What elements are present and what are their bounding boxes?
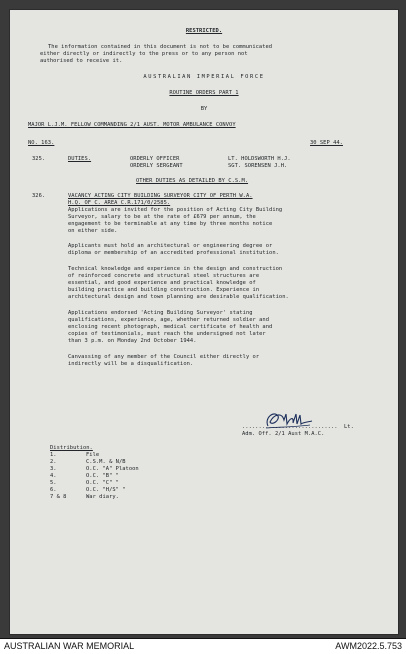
distribution-num-3: 3. — [50, 466, 57, 472]
para4-line-1: Applications endorsed 'Acting Building Surveyor' stating — [68, 310, 253, 316]
para3-line-4: building practice and building construction. Experience in — [68, 287, 260, 293]
para2-line-1: Applicants must hold an architectural or engineering degree or — [68, 243, 273, 249]
document-page — [10, 10, 398, 634]
duty-role-1: ORDERLY OFFICER — [130, 156, 180, 162]
item-325-heading: DUTIES. — [68, 156, 92, 162]
force-heading: AUSTRALIAN IMPERIAL FORCE — [143, 74, 265, 80]
distribution-to-7: War diary. — [86, 494, 119, 500]
footer-institution: AUSTRALIAN WAR MEMORIAL — [4, 641, 135, 651]
footer-accession-number: AWM2022.5.753 — [335, 641, 402, 651]
para4-line-5: than 3 p.m. on Monday 2nd October 1944. — [68, 338, 197, 344]
distribution-to-6: O.C. "H/S" " — [86, 487, 126, 493]
notice-line-3: authorised to receive it. — [40, 58, 123, 64]
item-325-number: 325. — [32, 156, 46, 162]
para5-line-2: indirectly will be a disqualification. — [68, 361, 194, 367]
distribution-to-3: O.C. "A" Platoon — [86, 466, 139, 472]
other-duties: OTHER DUTIES AS DETAILED BY C.S.M. — [136, 178, 249, 184]
item-326-heading: VACANCY ACTING CITY BUILDING SURVEYOR CITY OF PERTH W.A. — [68, 193, 253, 199]
issuer: MAJOR L.J.M. FELLOW COMMANDING 2/1 AUST. MOTOR AMBULANCE CONVOY — [28, 122, 236, 128]
distribution-num-6: 6. — [50, 487, 57, 493]
order-date: 30 SEP 44. — [310, 140, 343, 146]
distribution-num-4: 4. — [50, 473, 57, 479]
archive-footer — [0, 638, 406, 654]
item-326-reference: H.Q. OF C. AREA C.R.171/0/2585. — [68, 200, 171, 206]
by-label: BY — [200, 106, 208, 112]
duty-role-2: ORDERLY SERGEANT — [130, 163, 183, 169]
para3-line-5: architectural design and town planning are desirable qualification. — [68, 294, 289, 300]
distribution-to-4: O.C. "B" " — [86, 473, 119, 479]
para2-line-2: diploma or membership of an accredited professional institution. — [68, 250, 279, 256]
classification: RESTRICTED. — [185, 28, 223, 34]
duty-name-1: LT. HOLDSWORTH H.J. — [228, 156, 291, 162]
distribution-title: Distribution. — [50, 445, 93, 451]
distribution-num-1: 1. — [50, 452, 57, 458]
signature-line: ............................. — [242, 424, 338, 430]
duty-name-2: SGT. SORENSEN J.H. — [228, 163, 288, 169]
para4-line-4: copies of testimonials, must reach the undersigned not later — [68, 331, 266, 337]
signature-rank: Lt. — [344, 424, 354, 430]
para3-line-2: of reinforced concrete and structural steel structures are — [68, 273, 260, 279]
para3-line-1: Technical knowledge and experience in the design and construction — [68, 266, 283, 272]
distribution-to-2: C.S.M. & N/B — [86, 459, 126, 465]
para4-line-3: enclosing recent photograph, medical certificate of health and — [68, 324, 273, 330]
distribution-to-5: O.C. "C" " — [86, 480, 119, 486]
distribution-num-7: 7 & 8 — [50, 494, 67, 500]
distribution-num-5: 5. — [50, 480, 57, 486]
para1-line-4: on either side. — [68, 228, 118, 234]
distribution-num-2: 2. — [50, 459, 57, 465]
para5-line-1: Canvassing of any member of the Council either directly or — [68, 354, 260, 360]
order-number: NO. 163. — [28, 140, 55, 146]
distribution-to-1: File — [86, 452, 100, 458]
signature-title: Adm. Off. 2/1 Aust M.A.C. — [242, 431, 325, 437]
para4-line-2: qualifications, experience, age, whether returned soldier and — [68, 317, 270, 323]
item-326-number: 326. — [32, 193, 46, 199]
para1-line-3: engagement to be terminable at any time by three months notice — [68, 221, 273, 227]
notice-line-1: The information contained in this document is not to be communicated — [48, 44, 273, 50]
notice-line-2: either directly or indirectly to the press or to any person not — [40, 51, 248, 57]
para3-line-3: essential, and good experience and practical knowledge of — [68, 280, 256, 286]
para1-line-2: Surveyor, salary to be at the rate of £679 per annum, the — [68, 214, 256, 220]
para1-line-1: Applications are invited for the position of Acting City Building — [68, 207, 283, 213]
orders-title: ROUTINE ORDERS PART 1 — [169, 90, 239, 96]
